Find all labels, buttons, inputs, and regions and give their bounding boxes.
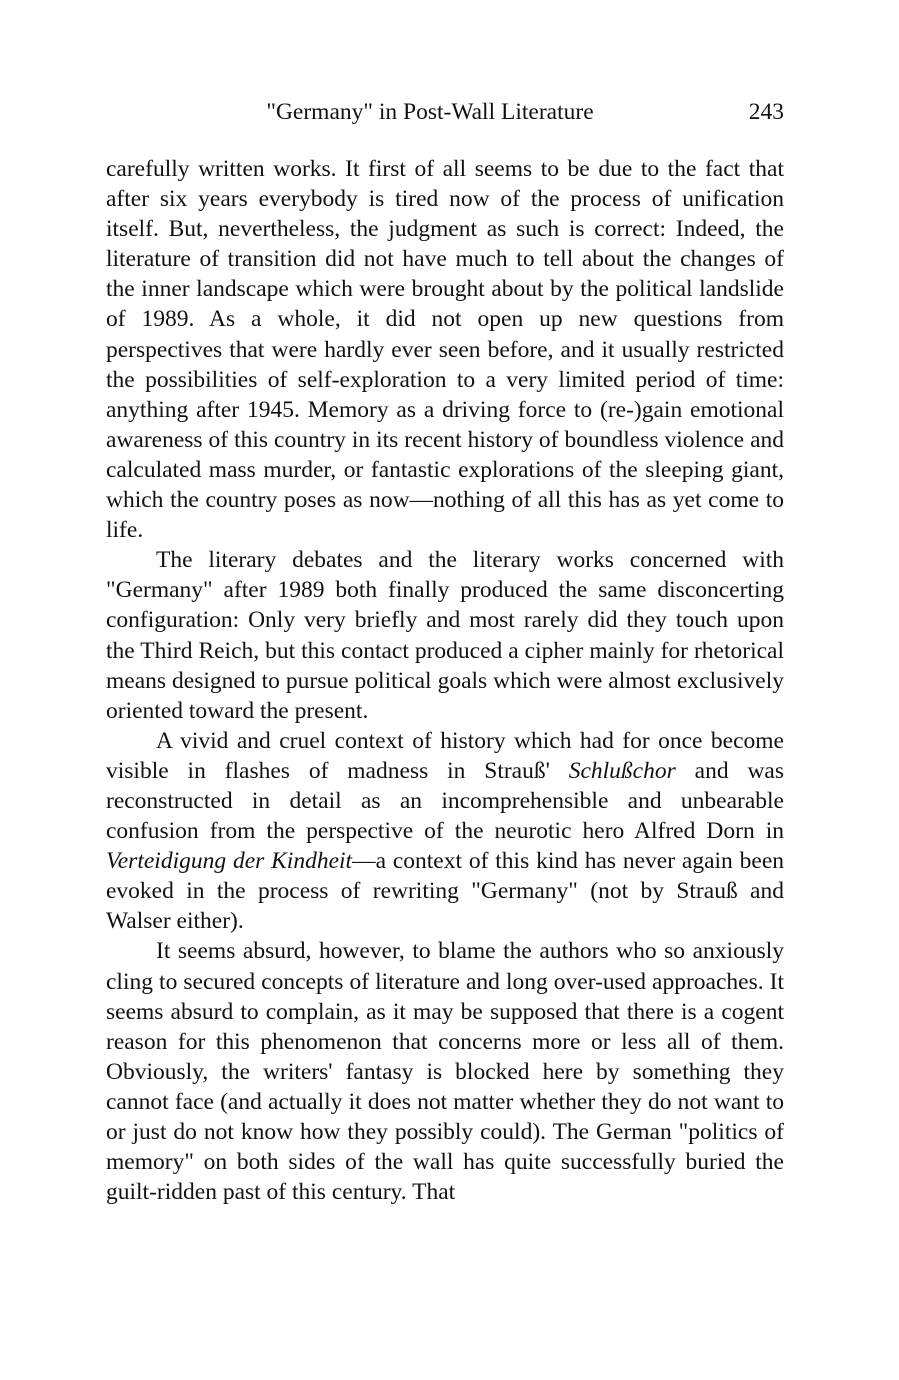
running-head — [106, 92, 784, 132]
work-title-verteidigung: Verteidigung der Kindheit — [106, 848, 353, 875]
work-title-schlusschor: Schlußchor — [568, 757, 676, 784]
paragraph-3-text-3: —a context of this kind has never again been evoked in the process of rewriting "Germany" (not by Strauß and Walser either). — [106, 848, 784, 935]
paragraph-4: It seems absurd, however, to blame the authors who so anxiously cling to secured concepts of literature and long over-used approaches. It seems absurd to complain, as it may be supposed that there is a cogent reason for this phenomenon that concerns more or less all of them. Obviously, the writers' fantasy is blocked here by something they cannot face (and actually it does not matter whether they do not want to or just do not know how they possibly could). The German "politics of memory" on both sides of the wall has quite successfully buried the guilt-ridden past of this century. That — [106, 938, 784, 1206]
body-text — [106, 154, 784, 1207]
paragraph-3 — [106, 726, 784, 937]
paragraph-1: carefully written works. It first of all seems to be due to the fact that after six years everybody is tired now of the process of unification itself. But, nevertheless, the judgment as such is correct: Indeed, the literature of transition did not have much to tell about the changes of the inner landscape which were brought about by the political landslide of 1989. As a whole, it did not open up new questions from perspectives that were hardly ever seen before, and it usually restricted the possibilities of self-exploration to a very limited period of time: anything after 1945. Memory as a driving force to (re-)gain emotional awareness of this country in its recent history of boundless violence and calculated mass murder, or fantastic explorations of the sleeping giant, which the country poses as now—nothing of all this has as yet come to life. — [106, 156, 784, 544]
page-number: 243 — [748, 99, 784, 125]
paragraph-3-text-2: and was reconstructed in detail as an incomprehensible and unbearable confusion from the perspective of the neurotic hero Alfred Dorn in — [106, 757, 784, 845]
running-title: "Germany" in Post-Wall Literature — [266, 99, 594, 125]
paragraph-3-text-1: A vivid and cruel context of history which had for once become visible in flashes of madness in Strauß' — [106, 727, 784, 784]
paragraph-2: The literary debates and the literary works concerned with "Germany" after 1989 both finally produced the same disconcerting configuration: Only very briefly and most rarely did they touch upon the Third Reich, but this contact produced a cipher mainly for rhetorical means designed to pursue political goals which were almost exclusively oriented toward the present. — [106, 547, 784, 724]
